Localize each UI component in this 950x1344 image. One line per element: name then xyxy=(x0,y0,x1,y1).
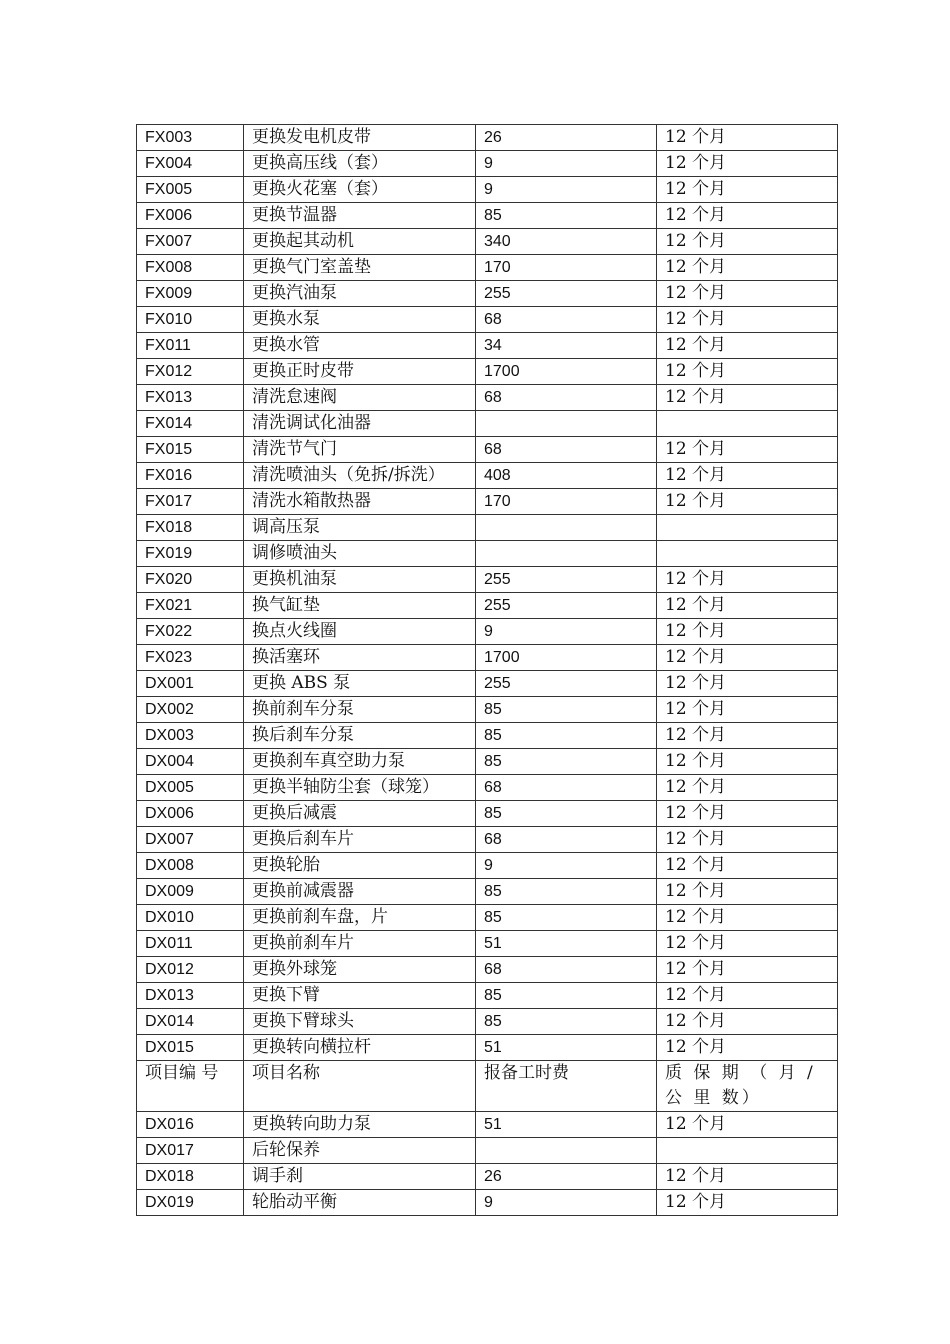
labor-fee xyxy=(476,1138,657,1164)
labor-fee: 26 xyxy=(476,1164,657,1190)
table-row xyxy=(137,203,838,229)
labor-fee: 9 xyxy=(476,151,657,177)
item-code: FX017 xyxy=(137,489,244,515)
item-code: FX007 xyxy=(137,229,244,255)
warranty xyxy=(657,411,838,437)
table-row xyxy=(137,229,838,255)
labor-fee: 51 xyxy=(476,1112,657,1138)
warranty: 12 个月 xyxy=(657,151,838,177)
item-code: DX005 xyxy=(137,775,244,801)
table-row xyxy=(137,463,838,489)
table-row xyxy=(137,515,838,541)
warranty: 12 个月 xyxy=(657,489,838,515)
warranty: 12 个月 xyxy=(657,671,838,697)
item-name: 更换水管 xyxy=(244,333,476,359)
labor-fee: 85 xyxy=(476,801,657,827)
labor-fee: 9 xyxy=(476,619,657,645)
item-name: 更换半轴防尘套（球笼） xyxy=(244,775,476,801)
item-code: DX013 xyxy=(137,983,244,1009)
warranty: 12 个月 xyxy=(657,827,838,853)
table-row xyxy=(137,411,838,437)
header-labor-fee: 报备工时费 xyxy=(476,1061,657,1112)
header-warranty: 质 保 期 （ 月 / 公 里 数） xyxy=(657,1061,838,1112)
item-code: DX016 xyxy=(137,1112,244,1138)
warranty: 12 个月 xyxy=(657,645,838,671)
labor-fee xyxy=(476,541,657,567)
warranty: 12 个月 xyxy=(657,957,838,983)
table-row xyxy=(137,385,838,411)
warranty: 12 个月 xyxy=(657,125,838,151)
labor-fee: 170 xyxy=(476,489,657,515)
item-code: FX013 xyxy=(137,385,244,411)
table-row xyxy=(137,983,838,1009)
item-code: DX006 xyxy=(137,801,244,827)
labor-fee: 1700 xyxy=(476,645,657,671)
item-code: FX009 xyxy=(137,281,244,307)
table-row xyxy=(137,827,838,853)
table-row xyxy=(137,567,838,593)
repair-items-table xyxy=(136,124,838,1216)
warranty: 12 个月 xyxy=(657,749,838,775)
labor-fee: 51 xyxy=(476,931,657,957)
item-name: 更换前减震器 xyxy=(244,879,476,905)
warranty: 12 个月 xyxy=(657,619,838,645)
item-name: 轮胎动平衡 xyxy=(244,1190,476,1216)
table-row xyxy=(137,125,838,151)
labor-fee: 255 xyxy=(476,281,657,307)
table-row xyxy=(137,151,838,177)
warranty: 12 个月 xyxy=(657,333,838,359)
warranty xyxy=(657,1138,838,1164)
table-row xyxy=(137,723,838,749)
labor-fee: 85 xyxy=(476,879,657,905)
table-row xyxy=(137,437,838,463)
warranty: 12 个月 xyxy=(657,1112,838,1138)
item-name: 更换正时皮带 xyxy=(244,359,476,385)
labor-fee: 85 xyxy=(476,203,657,229)
warranty: 12 个月 xyxy=(657,1009,838,1035)
labor-fee: 68 xyxy=(476,775,657,801)
item-name: 换后刹车分泵 xyxy=(244,723,476,749)
warranty: 12 个月 xyxy=(657,359,838,385)
item-name: 更换水泵 xyxy=(244,307,476,333)
labor-fee: 85 xyxy=(476,905,657,931)
item-name: 更换后刹车片 xyxy=(244,827,476,853)
table-row xyxy=(137,879,838,905)
table-row xyxy=(137,1138,838,1164)
table-row xyxy=(137,853,838,879)
warranty: 12 个月 xyxy=(657,463,838,489)
warranty: 12 个月 xyxy=(657,1035,838,1061)
labor-fee: 34 xyxy=(476,333,657,359)
table-row xyxy=(137,1009,838,1035)
table-row xyxy=(137,697,838,723)
table-row xyxy=(137,333,838,359)
table-body xyxy=(137,125,838,1216)
item-code: FX011 xyxy=(137,333,244,359)
item-code: DX001 xyxy=(137,671,244,697)
labor-fee: 51 xyxy=(476,1035,657,1061)
item-code: FX023 xyxy=(137,645,244,671)
warranty: 12 个月 xyxy=(657,853,838,879)
table-row xyxy=(137,307,838,333)
item-name: 换气缸垫 xyxy=(244,593,476,619)
item-code: FX004 xyxy=(137,151,244,177)
item-code: DX004 xyxy=(137,749,244,775)
labor-fee: 9 xyxy=(476,177,657,203)
table-row xyxy=(137,177,838,203)
labor-fee: 1700 xyxy=(476,359,657,385)
warranty: 12 个月 xyxy=(657,697,838,723)
item-code: DX003 xyxy=(137,723,244,749)
labor-fee: 255 xyxy=(476,567,657,593)
warranty: 12 个月 xyxy=(657,801,838,827)
warranty: 12 个月 xyxy=(657,879,838,905)
labor-fee: 255 xyxy=(476,593,657,619)
labor-fee: 68 xyxy=(476,957,657,983)
labor-fee: 26 xyxy=(476,125,657,151)
item-code: DX019 xyxy=(137,1190,244,1216)
item-code: DX008 xyxy=(137,853,244,879)
warranty: 12 个月 xyxy=(657,983,838,1009)
item-name: 更换 ABS 泵 xyxy=(244,671,476,697)
item-code: DX014 xyxy=(137,1009,244,1035)
table-row xyxy=(137,619,838,645)
warranty: 12 个月 xyxy=(657,255,838,281)
table-row xyxy=(137,489,838,515)
warranty: 12 个月 xyxy=(657,203,838,229)
item-name: 更换前刹车片 xyxy=(244,931,476,957)
item-code: DX017 xyxy=(137,1138,244,1164)
warranty: 12 个月 xyxy=(657,281,838,307)
labor-fee: 85 xyxy=(476,697,657,723)
warranty: 12 个月 xyxy=(657,437,838,463)
item-name: 更换高压线（套） xyxy=(244,151,476,177)
table-row xyxy=(137,1164,838,1190)
labor-fee: 68 xyxy=(476,307,657,333)
item-name: 调手刹 xyxy=(244,1164,476,1190)
item-code: FX019 xyxy=(137,541,244,567)
labor-fee: 340 xyxy=(476,229,657,255)
item-name: 更换下臂 xyxy=(244,983,476,1009)
table-row xyxy=(137,931,838,957)
item-name: 更换刹车真空助力泵 xyxy=(244,749,476,775)
table-row xyxy=(137,1112,838,1138)
item-name: 更换下臂球头 xyxy=(244,1009,476,1035)
item-name: 更换转向横拉杆 xyxy=(244,1035,476,1061)
table-row xyxy=(137,905,838,931)
item-code: FX016 xyxy=(137,463,244,489)
labor-fee: 170 xyxy=(476,255,657,281)
labor-fee: 85 xyxy=(476,723,657,749)
item-code: FX006 xyxy=(137,203,244,229)
item-code: FX022 xyxy=(137,619,244,645)
item-name: 后轮保养 xyxy=(244,1138,476,1164)
warranty: 12 个月 xyxy=(657,229,838,255)
item-name: 更换转向助力泵 xyxy=(244,1112,476,1138)
warranty: 12 个月 xyxy=(657,1190,838,1216)
item-code: DX018 xyxy=(137,1164,244,1190)
item-name: 换点火线圈 xyxy=(244,619,476,645)
item-name: 更换外球笼 xyxy=(244,957,476,983)
item-name: 更换火花塞（套） xyxy=(244,177,476,203)
labor-fee xyxy=(476,515,657,541)
labor-fee: 85 xyxy=(476,983,657,1009)
item-code: DX012 xyxy=(137,957,244,983)
item-code: FX005 xyxy=(137,177,244,203)
item-name: 更换轮胎 xyxy=(244,853,476,879)
item-name: 换前刹车分泵 xyxy=(244,697,476,723)
warranty: 12 个月 xyxy=(657,177,838,203)
warranty: 12 个月 xyxy=(657,593,838,619)
item-name: 更换起其动机 xyxy=(244,229,476,255)
item-code: DX010 xyxy=(137,905,244,931)
table-row xyxy=(137,775,838,801)
item-code: DX015 xyxy=(137,1035,244,1061)
warranty: 12 个月 xyxy=(657,385,838,411)
item-name: 更换机油泵 xyxy=(244,567,476,593)
labor-fee: 68 xyxy=(476,385,657,411)
warranty: 12 个月 xyxy=(657,1164,838,1190)
item-code: DX002 xyxy=(137,697,244,723)
warranty: 12 个月 xyxy=(657,307,838,333)
warranty xyxy=(657,515,838,541)
item-name: 更换发电机皮带 xyxy=(244,125,476,151)
item-name: 清洗喷油头（免拆/拆洗） xyxy=(244,463,476,489)
item-code: FX010 xyxy=(137,307,244,333)
item-name: 更换气门室盖垫 xyxy=(244,255,476,281)
item-name: 调高压泵 xyxy=(244,515,476,541)
warranty: 12 个月 xyxy=(657,723,838,749)
table-row xyxy=(137,749,838,775)
header-item-code: 项目编 号 xyxy=(137,1061,244,1112)
header-item-name: 项目名称 xyxy=(244,1061,476,1112)
item-code: FX012 xyxy=(137,359,244,385)
table-row xyxy=(137,541,838,567)
item-code: FX015 xyxy=(137,437,244,463)
labor-fee xyxy=(476,411,657,437)
table-row xyxy=(137,645,838,671)
item-name: 更换后减震 xyxy=(244,801,476,827)
item-code: FX018 xyxy=(137,515,244,541)
item-code: DX007 xyxy=(137,827,244,853)
table-row xyxy=(137,801,838,827)
labor-fee: 408 xyxy=(476,463,657,489)
labor-fee: 68 xyxy=(476,437,657,463)
labor-fee: 9 xyxy=(476,853,657,879)
labor-fee: 85 xyxy=(476,1009,657,1035)
table-row xyxy=(137,1190,838,1216)
item-name: 更换前刹车盘，片 xyxy=(244,905,476,931)
item-name: 换活塞环 xyxy=(244,645,476,671)
warranty: 12 个月 xyxy=(657,905,838,931)
warranty: 12 个月 xyxy=(657,567,838,593)
item-name: 更换节温器 xyxy=(244,203,476,229)
item-name: 调修喷油头 xyxy=(244,541,476,567)
item-code: DX011 xyxy=(137,931,244,957)
table-row xyxy=(137,281,838,307)
labor-fee: 255 xyxy=(476,671,657,697)
table-row xyxy=(137,1035,838,1061)
table-row xyxy=(137,593,838,619)
item-code: FX020 xyxy=(137,567,244,593)
table-row xyxy=(137,255,838,281)
warranty xyxy=(657,541,838,567)
item-code: FX021 xyxy=(137,593,244,619)
labor-fee: 85 xyxy=(476,749,657,775)
item-code: FX014 xyxy=(137,411,244,437)
labor-fee: 9 xyxy=(476,1190,657,1216)
labor-fee: 68 xyxy=(476,827,657,853)
item-code: DX009 xyxy=(137,879,244,905)
item-name: 清洗怠速阀 xyxy=(244,385,476,411)
warranty: 12 个月 xyxy=(657,931,838,957)
item-name: 清洗节气门 xyxy=(244,437,476,463)
item-name: 清洗调试化油器 xyxy=(244,411,476,437)
table-row xyxy=(137,359,838,385)
item-code: FX003 xyxy=(137,125,244,151)
table-row xyxy=(137,957,838,983)
item-code: FX008 xyxy=(137,255,244,281)
warranty: 12 个月 xyxy=(657,775,838,801)
item-name: 清洗水箱散热器 xyxy=(244,489,476,515)
table-header-row xyxy=(137,1061,838,1112)
item-name: 更换汽油泵 xyxy=(244,281,476,307)
table-row xyxy=(137,671,838,697)
